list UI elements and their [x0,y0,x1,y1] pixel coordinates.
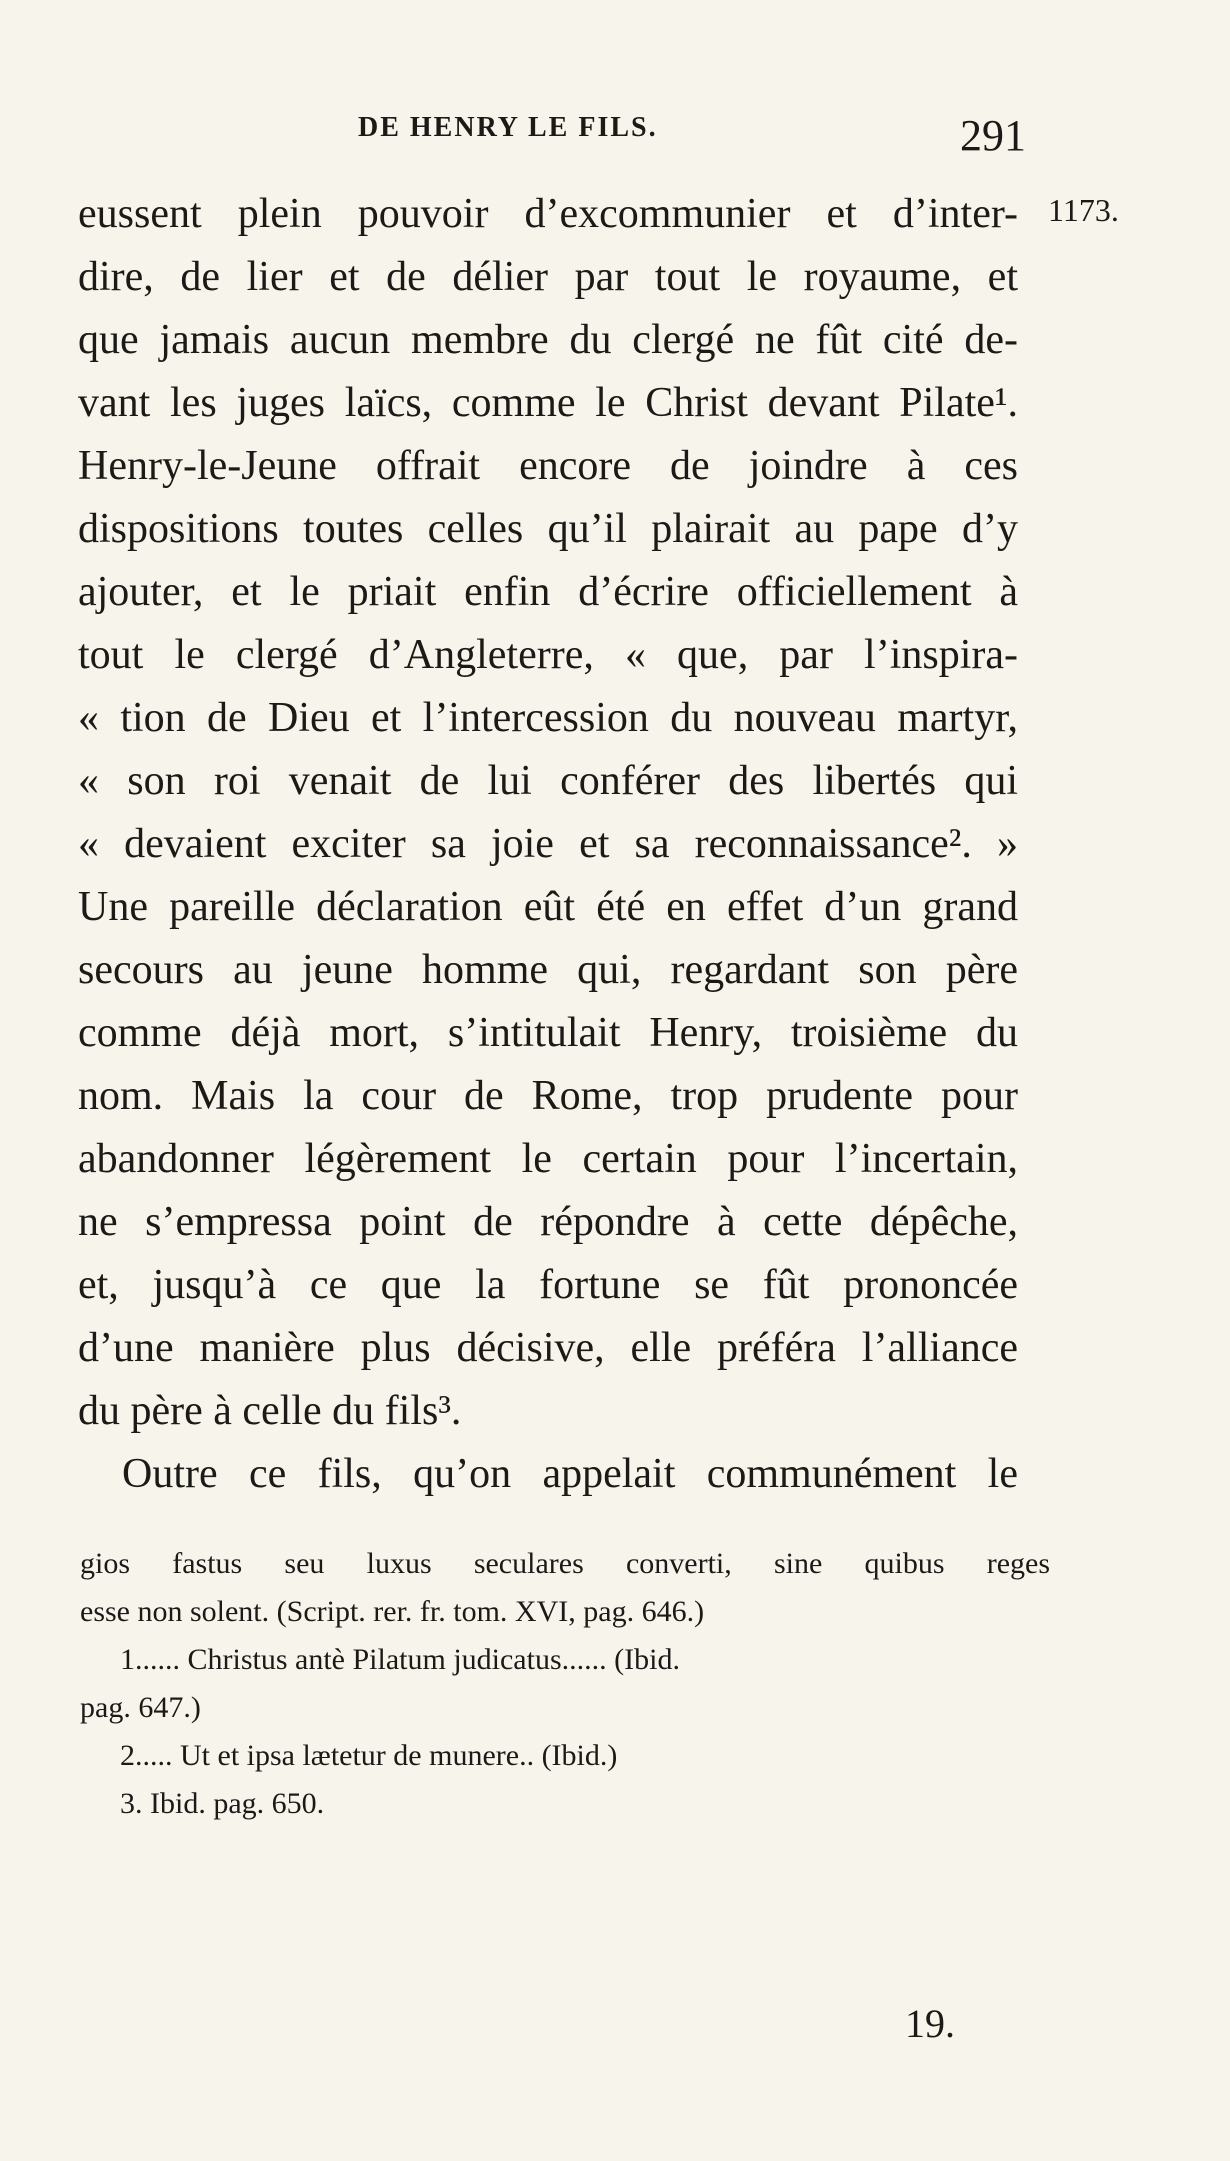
body-line: que jamais aucun membre du clergé ne fût cité de- [78,317,1018,363]
running-head: DE HENRY LE FILS. [358,112,658,143]
body-line: Une pareille déclaration eût été en effet d’un grand [78,884,1018,930]
footnote-line: pag. 647.) [80,1691,201,1724]
body-line: Outre ce fils, qu’on appelait communément le [122,1451,1018,1497]
body-line: nom. Mais la cour de Rome, trop prudente pour [78,1073,1018,1119]
body-line: eussent plein pouvoir d’excommunier et d’inter- [78,191,1018,237]
page-number: 291 [960,111,1026,160]
footnote-line: 1...... Christus antè Pilatum judicatus...... (Ibid. [120,1643,680,1676]
body-text [78,183,1018,1506]
body-line: d’une manière plus décisive, elle préféra l’alliance [78,1325,1018,1371]
body-line: Henry-le-Jeune offrait encore de joindre à ces [78,443,1018,489]
footnote-separator [78,1526,1018,1527]
footnotes [80,1540,1050,1828]
footnote-line: esse non solent. (Script. rer. fr. tom. XVI, pag. 646.) [80,1595,705,1628]
body-line: tout le clergé d’Angleterre, « que, par l’inspira- [78,632,1018,678]
body-line: et, jusqu’à ce que la fortune se fût prononcée [78,1262,1018,1308]
body-line: « son roi venait de lui conférer des libertés qui [78,758,1018,804]
footnote-line: gios fastus seu luxus seculares converti, sine quibus reges [80,1547,1050,1580]
margin-year: 1173. [1048,192,1119,228]
body-line: « tion de Dieu et l’intercession du nouveau martyr, [78,695,1018,741]
signature-mark: 19. [905,2001,955,2046]
footnote-line: 3. Ibid. pag. 650. [120,1787,325,1820]
body-line: dispositions toutes celles qu’il plairait au pape d’y [78,506,1018,552]
body-line: vant les juges laïcs, comme le Christ devant Pilate¹. [78,380,1018,426]
body-line: ne s’empressa point de répondre à cette dépêche, [78,1199,1018,1245]
body-line: secours au jeune homme qui, regardant son père [78,947,1018,993]
body-line: « devaient exciter sa joie et sa reconnaissance². » [78,821,1018,867]
body-line: du père à celle du fils³. [78,1388,462,1434]
body-line: comme déjà mort, s’intitulait Henry, troisième du [78,1010,1018,1056]
footnote-line: 2..... Ut et ipsa lætetur de munere.. (Ibid.) [120,1739,618,1772]
body-line: dire, de lier et de délier par tout le royaume, et [78,254,1018,300]
body-line: ajouter, et le priait enfin d’écrire officiellement à [78,569,1018,615]
body-line: abandonner légèrement le certain pour l’incertain, [78,1136,1018,1182]
